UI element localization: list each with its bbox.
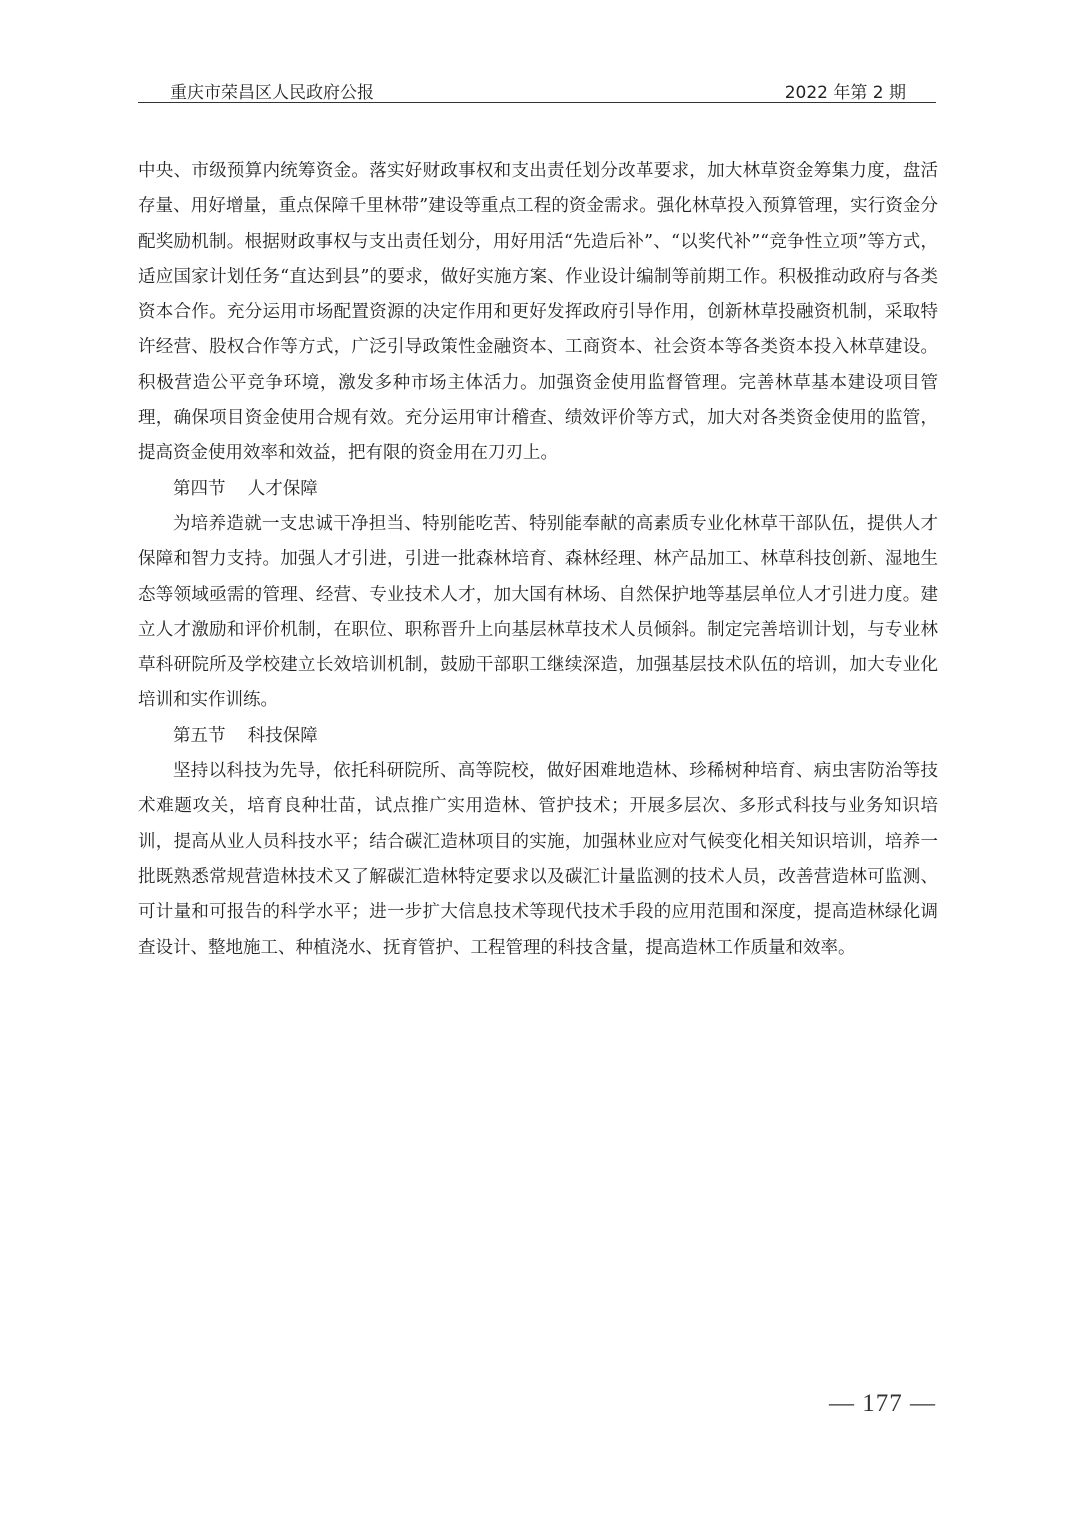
page-number: — 177 — xyxy=(829,1390,936,1417)
paragraph-technology: 坚持以科技为先导，依托科研院所、高等院校，做好困难地造林、珍稀树种培育、病虫害防治等技术难题攻关，培育良种壮苗，试点推广实用造林、管护技术；开展多层次、多形式科技与业务知识培训，提高从业人员科技水平；结合碳汇造林项目的实施，加强林业应对气候变化相关知识培训，培养一批既熟悉常规营造林技术又了解碳汇造林特定要求以及碳汇计量监测的技术人员，改善营造林可监测、可计量和可报告的科学水平；进一步扩大信息技术等现代技术手段的应用范围和深度，提高造林绿化调查设计、整地施工、种植浇水、抚育管护、工程管理的科技含量，提高造林工作质量和效率。 xyxy=(138,761,938,958)
page-header xyxy=(138,70,936,103)
gazette-title: 重庆市荣昌区人民政府公报 xyxy=(170,83,374,103)
article-body xyxy=(138,154,938,966)
issue-label: 2022 年第 2 期 xyxy=(784,83,906,103)
paragraph-funding: 中央、市级预算内统筹资金。落实好财政事权和支出责任划分改革要求，加大林草资金筹集力度，盘活存量、用好增量，重点保障千里林带”建设等重点工程的资金需求。强化林草投入预算管理，实行资金分配奖励机制。根据财政事权与支出责任划分，用好用活“先造后补”、“以奖代补”“竞争性立项”等方式，适应国家计划任务“直达到县”的要求，做好实施方案、作业设计编制等前期工作。积极推动政府与各类资本合作。充分运用市场配置资源的决定作用和更好发挥政府引导作用，创新林草投融资机制，采取特许经营、股权合作等方式，广泛引导政策性金融资本、工商资本、社会资本等各类资本投入林草建设。积极营造公平竞争环境，激发多种市场主体活力。加强资金使用监督管理。完善林草基本建设项目管理，确保项目资金使用合规有效。充分运用审计稽查、绩效评价等方式，加大对各类资金使用的监管，提高资金使用效率和效益，把有限的资金用在刀刃上。 xyxy=(138,161,938,464)
paragraph-talent: 为培养造就一支忠诚干净担当、特别能吃苦、特别能奉献的高素质专业化林草干部队伍，提供人才保障和智力支持。加强人才引进，引进一批森林培育、森林经理、林产品加工、林草科技创新、湿地生态等领域亟需的管理、经营、专业技术人才，加大国有林场、自然保护地等基层单位人才引进力度。建立人才激励和评价机制，在职位、职称晋升上向基层林草技术人员倾斜。制定完善培训计划，与专业林草科研院所及学校建立长效培训机制，鼓励干部职工继续深造，加强基层技术队伍的培训，加大专业化培训和实作训练。 xyxy=(138,513,938,711)
section-heading-talent: 第四节 人才保障 xyxy=(173,478,318,499)
section-heading-technology: 第五节 科技保障 xyxy=(173,725,318,746)
